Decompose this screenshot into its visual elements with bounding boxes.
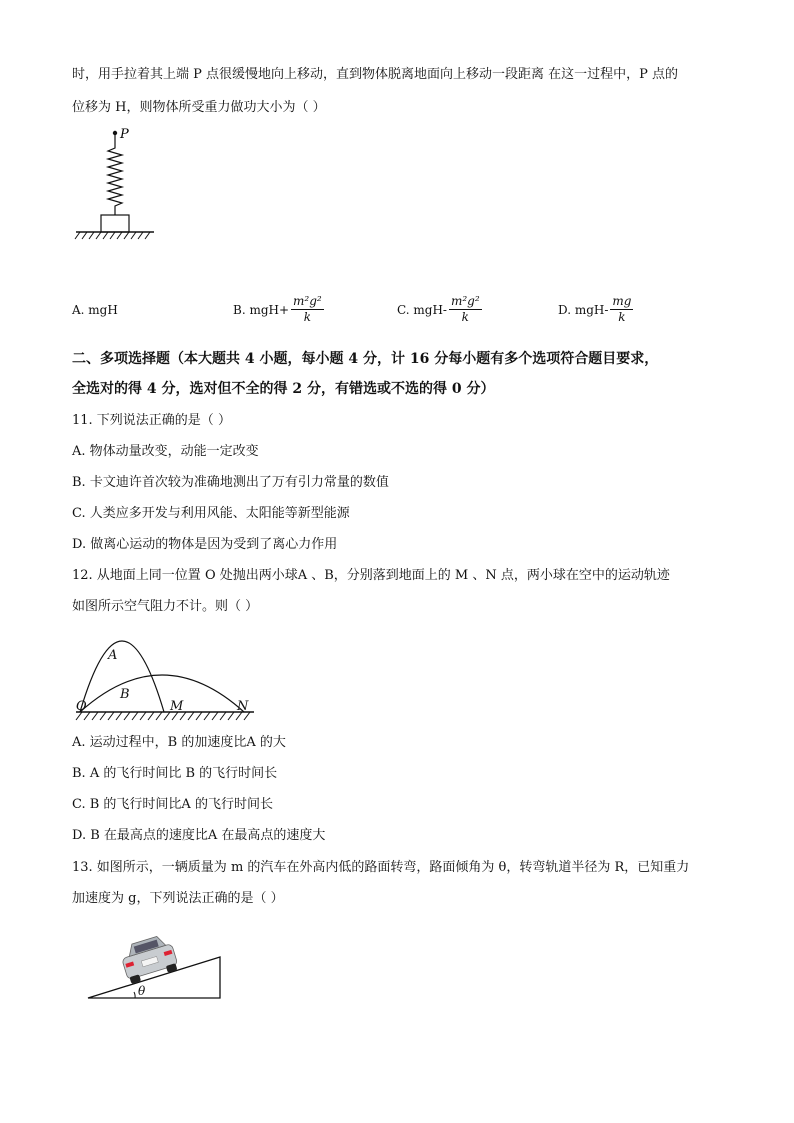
q10-choice-b-den: k — [303, 310, 312, 324]
q12-choice-d[interactable]: D. B 在最高点的速度比A 在最高点的速度大 — [72, 828, 326, 843]
spring-figure — [70, 126, 170, 246]
trajectory-figure — [72, 624, 262, 724]
q11-choice-d[interactable]: D. 做离心运动的物体是因为受到了离心力作用 — [72, 537, 338, 552]
spring-point-label: P — [120, 127, 129, 142]
q10-stem-line1: 时，用手拉着其上端 P 点很缓慢地向上移动，直到物体脱离地面向上移动一段距离 在这一过程中，P 点的 — [72, 67, 679, 82]
q13-stem-line1: 13. 如图所示，一辆质量为 m 的汽车在外高内低的路面转弯，路面倾角为 θ，转弯轨道半径为 R，已知重力 — [72, 860, 690, 875]
q10-choice-c-fraction — [449, 294, 482, 325]
trajectory-label-b: B — [120, 687, 130, 702]
q10-choice-d-den: k — [618, 310, 626, 324]
trajectory-label-n: N — [237, 699, 249, 714]
q10-choice-d-num: mg — [612, 294, 632, 308]
q10-choice-c-num: m²g² — [450, 294, 480, 308]
q10-choice-d-prefix: D. mgH- — [558, 302, 609, 317]
q12-stem-line1: 12. 从地面上同一位置 O 处抛出两小球A 、B，分别落到地面上的 M 、N 点，两小球在空中的运动轨迹 — [72, 568, 670, 583]
q10-choice-a-text: A. mgH — [72, 303, 118, 317]
q12-choice-c[interactable]: C. B 的飞行时间比A 的飞行时间长 — [72, 797, 273, 812]
q10-choice-d[interactable] — [558, 294, 633, 325]
q12-choice-a[interactable]: A. 运动过程中，B 的加速度比A 的大 — [72, 735, 286, 750]
q12-choice-b[interactable]: B. A 的飞行时间比 B 的飞行时间长 — [72, 766, 278, 781]
q11-choice-c[interactable]: C. 人类应多开发与利用风能、太阳能等新型能源 — [72, 506, 350, 521]
trajectory-label-m: M — [170, 699, 184, 714]
q10-choice-c-den: k — [461, 310, 469, 324]
q10-choice-b[interactable] — [233, 294, 324, 325]
banked-road-theta: θ — [138, 984, 146, 998]
q10-choice-c[interactable] — [397, 294, 482, 325]
q13-stem-line2: 加速度为 g，下列说法正确的是（ ） — [72, 891, 284, 906]
trajectory-label-o: O — [76, 699, 87, 714]
q12-stem-line2: 如图所示空气阻力不计。则（ ） — [72, 599, 259, 614]
q11-choice-b[interactable]: B. 卡文迪许首次较为准确地测出了万有引力常量的数值 — [72, 475, 389, 490]
q11-choice-a[interactable]: A. 物体动量改变，动能一定改变 — [72, 444, 259, 459]
q10-choice-b-num: m²g² — [293, 294, 322, 308]
q10-choice-b-prefix: B. mgH+ — [233, 302, 290, 317]
q10-choice-a[interactable] — [72, 302, 118, 318]
trajectory-label-a: A — [108, 648, 118, 663]
q11-stem: 11. 下列说法正确的是（ ） — [72, 413, 231, 428]
section2-heading-line2: 全选对的得 4 分，选对但不全的得 2 分，有错选或不选的得 0 分） — [72, 381, 495, 397]
q10-choice-d-fraction — [610, 294, 633, 325]
q10-choice-c-prefix: C. mgH- — [397, 302, 447, 317]
section2-heading-line1: 二、多项选择题（本大题共 4 小题，每小题 4 分，计 16 分每小题有多个选项符合题目要求， — [72, 351, 659, 367]
q10-stem-line2: 位移为 H，则物体所受重力做功大小为（ ） — [72, 100, 326, 115]
q10-choice-b-fraction — [291, 294, 324, 325]
banked-road-figure — [80, 932, 240, 1012]
